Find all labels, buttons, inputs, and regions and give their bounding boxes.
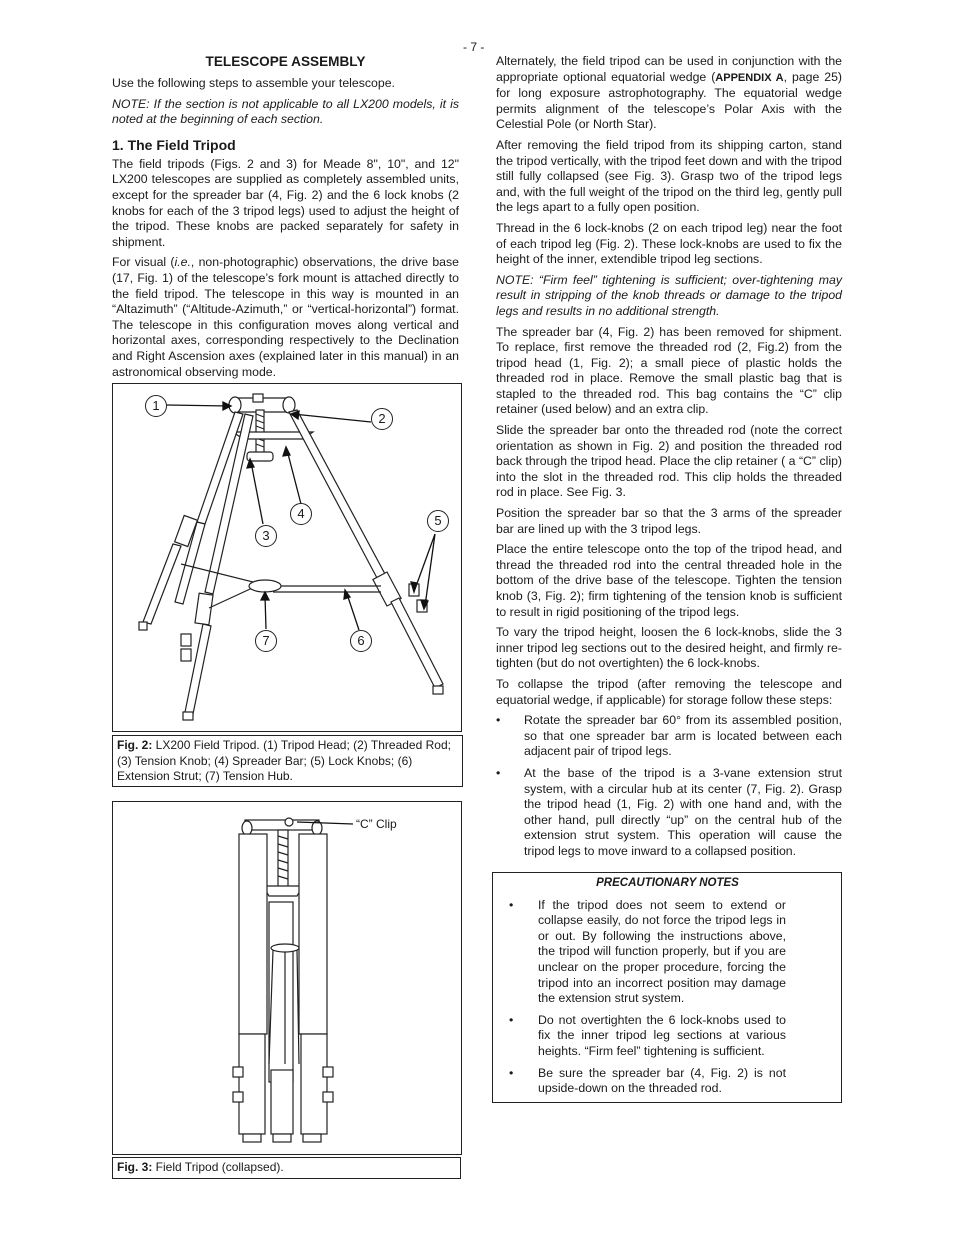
equatorial-wedge-para: Alternately, the field tripod can be used in conjunction with the appropriate optional equatorial wedge (APPENDIX A, page 25) for long exposure astrophotography. The equatorial wedge permits alignment of the telescope’s Polar Axis with the Celestial Pole (or North Star). [496, 54, 842, 132]
precautionary-notes-box [492, 872, 842, 1103]
callout-3: 3 [255, 525, 277, 547]
section-title: TELESCOPE ASSEMBLY [205, 54, 366, 69]
figure-3-caption: Fig. 3: Field Tripod (collapsed). [112, 1157, 461, 1179]
callout-2: 2 [371, 408, 393, 430]
callout-4: 4 [290, 503, 312, 525]
page-number: - 7 - [463, 40, 485, 54]
field-tripod-heading: 1. The Field Tripod [112, 136, 236, 153]
collapse-steps-list [496, 713, 842, 859]
c-clip-label: “C” Clip [356, 817, 397, 831]
precautionary-notes-list [509, 898, 786, 1097]
right-column [496, 54, 842, 866]
callout-1: 1 [145, 395, 167, 417]
list-item: • Rotate the spreader bar 60° from its assembled position, so that one spreader bar arm is located between each adjacent pair of tripod legs. [496, 713, 842, 760]
appendix-a-ref: APPENDIX A [715, 71, 784, 84]
collapse-intro-para: To collapse the tripod (after removing the telescope and equatorial wedge, if applicable) for storage follow these steps: [496, 676, 842, 707]
figure-3-collapsed-tripod [112, 801, 462, 1155]
list-item: • Be sure the spreader bar (4, Fig. 2) is not upside-down on the threaded rod. [509, 1066, 786, 1097]
callout-5: 5 [427, 510, 449, 532]
lock-knob-para: Thread in the 6 lock-knobs (2 on each tripod leg) near the foot of each tripod leg (Fig. 2). These lock-knobs are used to fix the height of the inner, extendible tripod leg sections. [496, 220, 842, 267]
vary-height-para: To vary the tripod height, loosen the 6 lock-knobs, slide the 3 inner tripod leg sections out to the desired height, and firmly re-tighten (but do not overtighten) the 6 lock-knobs. [496, 625, 842, 671]
figure-2-tripod-diagram [112, 383, 462, 732]
spreader-bar-para: The spreader bar (4, Fig. 2) has been removed for shipment. To replace, first remove the threaded rod (2, Fig.2) from the tripod head (1, Fig. 2); a small piece of plastic holds the threaded rod in place. Remove the small plastic bag that is stapled to the threaded rod. This bag contains the “C” clip retainer (used below) and an extra clip. [496, 324, 842, 417]
field-tripod-para-1: The field tripods (Figs. 2 and 3) for Meade 8", 10", and 12" LX200 telescopes are supplied as completely assembled units, except for the spreader bar (4, Fig. 2) and the 6 lock knobs (2 knobs for each of the 3 tripod legs) used to adjust the height of the tripod. These knobs are packed separately for safety in shipment. [112, 156, 459, 249]
list-item: • If the tripod does not seem to extend or collapse easily, do not force the tripod legs in or out. By following the instructions above, the tripod will function properly, but if you are unclear on the proper procedure, forcing the tripod into an incorrect position may damage the extension strut system. [509, 898, 786, 1007]
position-spreader-para: Position the spreader bar so that the 3 arms of the spreader bar are lined up with the 3 tripod legs. [496, 506, 842, 536]
intro-text: Use the following steps to assemble your telescope. [112, 76, 395, 90]
unpack-para: After removing the field tripod from its shipping carton, stand the tripod vertically, with the tripod feet down and with the tripod still fully collapsed (see Fig. 3). Grasp two of the tripod legs and, with the full weight of the tripod on the third leg, gently pull the legs apart to a fully open position. [496, 137, 842, 215]
tripod-collapsed-drawing [113, 802, 461, 1154]
tightening-note: NOTE: “Firm feel” tightening is sufficient; over-tightening may result in stripping of the knob threads or damage to the tripod legs and results in no additional strength. [496, 272, 842, 318]
list-item: • At the base of the tripod is a 3-vane extension strut system, with a circular hub at its center (7, Fig. 2). Grasp the tripod head (1, Fig. 2) with one hand and, with the other hand, pull directly “up” on the central hub of the extension strut system. This operation will cause the tripod legs to move inward to a collapsed position. [496, 766, 842, 860]
callout-6: 6 [350, 630, 372, 652]
list-item: • Do not overtighten the 6 lock-knobs used to fix the inner tripod leg sections at various heights. “Firm feel” tightening is sufficient. [509, 1013, 786, 1060]
tripod-open-drawing [113, 384, 461, 731]
slide-spreader-para: Slide the spreader bar onto the threaded rod (note the correct orientation as shown in Fig. 2) and position the threaded rod back through the tripod head. Place the clip retainer ( a “C” clip) into the slot in the threaded rod. This clip holds the threaded rod in place. See Fig. 3. [496, 423, 842, 500]
applicability-note: NOTE: If the section is not applicable to all LX200 models, it is noted at the beginning of each section. [112, 96, 459, 127]
mount-telescope-para: Place the entire telescope onto the top of the tripod head, and thread the threaded rod into the central threaded hole in the bottom of the drive base of the telescope. Tighten the tension knob (3, Fig. 2); firm tightening of the tension knob is sufficient to result in rigid positioning of the tripod legs. [496, 542, 842, 619]
precautionary-notes-title: PRECAUTIONARY NOTES [596, 877, 739, 889]
figure-2-caption: Fig. 2: LX200 Field Tripod. (1) Tripod Head; (2) Threaded Rod; (3) Tension Knob; (4) Spreader Bar; (5) Lock Knobs; (6) Extension Strut; (7) Tension Hub. [112, 735, 463, 787]
field-tripod-para-2: For visual (i.e., non-photographic) observations, the drive base (17, Fig. 1) of the telescope’s fork mount is attached directly to the field tripod. The telescope in this way is mounted in an “Altazimuth” (“Altitude-Azimuth,” or “vertical-horizontal”) format. The telescope in this configuration moves along vertical and horizontal axes, corresponding respectively to the Declination and Right Ascension axes (explained later in this manual) in an astronomical observing mode. [112, 255, 459, 379]
left-column [112, 54, 459, 385]
callout-7: 7 [255, 630, 277, 652]
